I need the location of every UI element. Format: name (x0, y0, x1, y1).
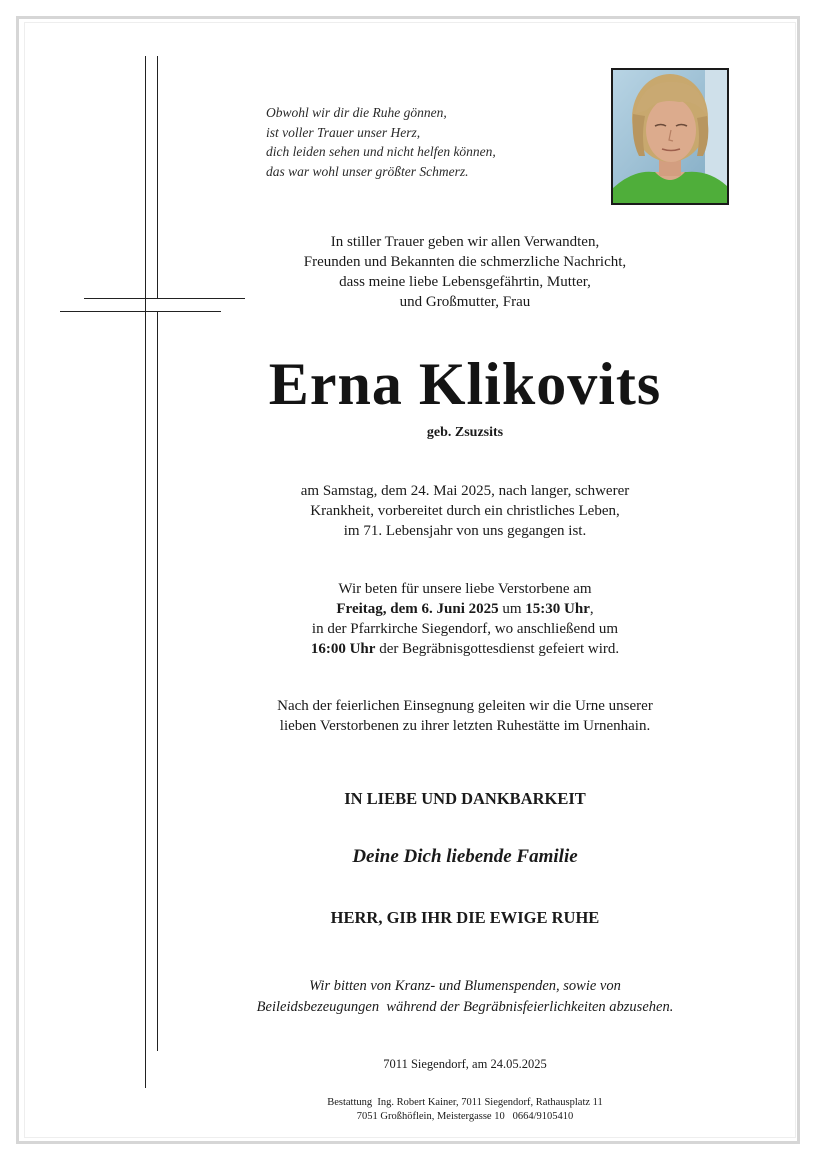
place-date: 7011 Siegendorf, am 24.05.2025 (383, 1057, 547, 1071)
funeral-home-footer (180, 1096, 750, 1124)
donation-note (180, 976, 750, 1018)
announcement-line: Freunden und Bekannten die schmerzliche Nachricht, (303, 254, 627, 270)
footer-line: Bestattung Ing. Robert Kainer, 7011 Siegendorf, Rathausplatz 11 (327, 1097, 603, 1108)
mass-time: 16:00 Uhr (310, 641, 376, 657)
donation-line: Wir bitten von Kranz- und Blumenspenden, sowie von (309, 978, 621, 994)
funeral-punct: , (589, 601, 594, 617)
urn-line: lieben Verstorbenen zu ihrer letzten Ruhestätte im Urnenhain. (279, 718, 651, 734)
passing-line: im 71. Lebensjahr von uns gegangen ist. (343, 523, 587, 539)
poem-line: dich leiden sehen und nicht helfen können, (266, 144, 496, 159)
funeral-date: Freitag, dem 6. Juni 2025 (336, 601, 499, 617)
urn-line: Nach der feierlichen Einsegnung geleiten wir die Urne unserer (277, 698, 653, 714)
poem-line: ist voller Trauer unser Herz, (266, 124, 421, 140)
portrait-photo (611, 68, 729, 205)
poem-line: das war wohl unser größter Schmerz. (266, 163, 469, 179)
prayer-heading: HERR, GIB IHR DIE EWIGE RUHE (330, 908, 600, 927)
announcement-line: und Großmutter, Frau (399, 294, 531, 310)
funeral-line (180, 599, 750, 619)
funeral-time: 15:30 Uhr (525, 601, 590, 617)
donation-line: Beileidsbezeugungen während der Begräbnisfeierlichkeiten abzusehen. (256, 999, 674, 1015)
passing-text (180, 481, 750, 541)
love-heading: IN LIEBE UND DANKBARKEIT (344, 789, 586, 808)
funeral-text (180, 579, 750, 659)
maiden-name: geb. Zsuzsits (426, 425, 504, 440)
announcement-line: In stiller Trauer geben wir allen Verwandten, (330, 234, 600, 250)
funeral-line: in der Pfarrkirche Siegendorf, wo anschließend um (311, 621, 619, 637)
footer-line: 7051 Großhöflein, Meistergasse 10 0664/9105410 (356, 1111, 574, 1122)
deceased-name: Erna Klikovits (268, 351, 662, 417)
funeral-line (180, 639, 750, 659)
poem-line: Obwohl wir dir die Ruhe gönnen, (266, 105, 447, 120)
urn-text (180, 696, 750, 736)
announcement-line: dass meine liebe Lebensgefährtin, Mutter, (339, 274, 591, 290)
funeral-connector: um (498, 601, 526, 617)
family-signature: Deine Dich liebende Familie (352, 846, 578, 867)
poem (266, 103, 586, 181)
announcement-text (180, 232, 750, 312)
passing-line: Krankheit, vorbereitet durch ein christliches Leben, (310, 503, 620, 519)
passing-line: am Samstag, dem 24. Mai 2025, nach langer, schwerer (300, 483, 630, 499)
mass-text: der Begräbnisgottesdienst gefeiert wird. (375, 641, 620, 657)
funeral-line: Wir beten für unsere liebe Verstorbene am (338, 581, 592, 597)
